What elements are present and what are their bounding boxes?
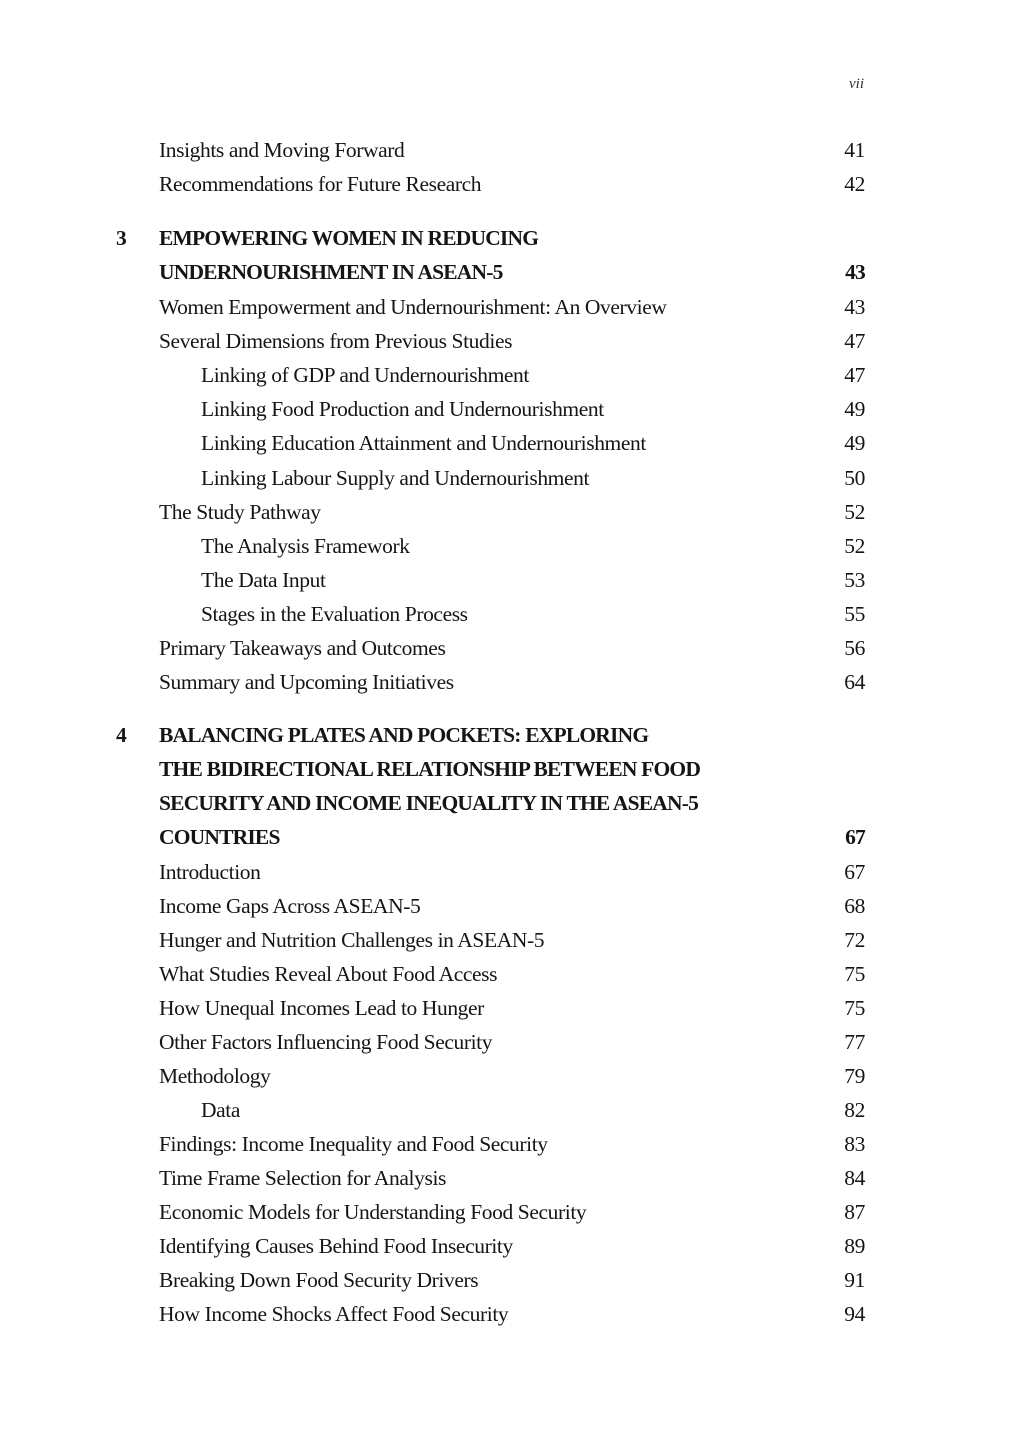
toc-entry[interactable] [159,1127,865,1161]
toc-entry-title: How Unequal Incomes Lead to Hunger [159,996,484,1020]
toc-entry-title: Income Gaps Across ASEAN-5 [159,894,421,918]
toc-entry-page: 53 [844,567,865,592]
toc-entry[interactable] [159,167,865,201]
toc-entry-page: 79 [844,1064,865,1088]
toc-entry-page: 91 [844,1268,865,1292]
toc-entry[interactable] [159,495,865,529]
toc-entry-title: Findings: Income Inequality and Food Security [159,1132,548,1156]
toc-entry[interactable] [159,290,865,324]
toc-entry-page: 87 [844,1200,865,1224]
toc-entry-title: Several Dimensions from Previous Studies [159,329,513,354]
toc-entry-title: Time Frame Selection for Analysis [159,1166,446,1190]
chapter-title-line: EMPOWERING WOMEN IN REDUCING [159,226,539,250]
toc-entry-title: Methodology [159,1064,271,1088]
toc-entry-page: 41 [844,138,865,162]
toc-entry[interactable] [159,1263,865,1297]
toc-entry[interactable] [159,563,865,597]
toc-entry[interactable] [159,1093,865,1127]
chapter-title-line: SECURITY AND INCOME INEQUALITY IN THE ASEAN-5 [159,791,699,815]
toc-entry-title: Economic Models for Understanding Food Security [159,1200,587,1224]
toc-entry[interactable] [159,1025,865,1059]
toc-entry[interactable] [159,529,865,563]
toc-entry-page: 83 [844,1132,865,1156]
toc-entry-title: Breaking Down Food Security Drivers [159,1268,479,1292]
toc-entry-page: 52 [844,499,865,524]
toc-entry[interactable] [159,1161,865,1195]
toc-entry-page: 43 [844,295,865,319]
toc-entry-page: 82 [844,1098,865,1122]
toc-entry-title: Stages in the Evaluation Process [201,601,468,626]
toc-entry[interactable] [159,461,865,495]
toc-entry[interactable] [159,991,865,1025]
toc-entry[interactable] [159,855,865,889]
toc-entry-page: 49 [844,431,865,456]
toc-entry[interactable] [159,426,865,460]
toc-entry-page: 47 [844,363,865,388]
toc-entry-title: Primary Takeaways and Outcomes [159,636,446,660]
toc-entry-title: Other Factors Influencing Food Security [159,1030,493,1054]
toc-entry-page: 72 [844,928,865,952]
toc-entry[interactable] [159,923,865,957]
toc-entry-page: 75 [844,996,865,1020]
toc-entry-title: The Study Pathway [159,499,321,524]
toc-entry-page: 50 [844,465,865,490]
toc-entry[interactable] [159,597,865,631]
toc-entry[interactable] [159,1229,865,1263]
toc-entry-title: Summary and Upcoming Initiatives [159,670,454,695]
toc-entry-title: Identifying Causes Behind Food Insecurity [159,1234,513,1258]
toc-entry[interactable] [159,1297,865,1331]
toc-entry-title: Recommendations for Future Research [159,172,482,196]
toc-entry[interactable] [159,324,865,358]
toc-entry-page: 68 [844,894,865,918]
chapter-title-line: BALANCING PLATES AND POCKETS: EXPLORING [159,723,649,747]
toc-entry-title: Women Empowerment and Undernourishment: An Overview [159,295,667,319]
toc-entry-title: Linking of GDP and Undernourishment [201,363,529,388]
toc-entry[interactable] [159,133,865,167]
toc-entry-title: Linking Education Attainment and Undernourishment [201,431,646,456]
chapter-title-line: THE BIDIRECTIONAL RELATIONSHIP BETWEEN FOOD [159,757,701,781]
toc-entry-title: Insights and Moving Forward [159,138,405,162]
toc-entry-page: 84 [844,1166,865,1190]
toc-entry[interactable] [159,1195,865,1229]
toc-entry-page: 67 [844,860,865,884]
toc-entry-page: 64 [844,670,865,695]
toc-entry-page: 52 [844,533,865,558]
toc-entry-title: Hunger and Nutrition Challenges in ASEAN-5 [159,928,545,952]
toc-entry-title: Data [201,1098,240,1122]
toc-entry-title: Introduction [159,860,261,884]
toc-entry[interactable] [159,665,865,699]
toc-entry-page: 94 [844,1302,865,1326]
toc-entry-title: How Income Shocks Affect Food Security [159,1302,509,1326]
chapter-number: 3 [116,226,126,250]
toc-entry-page: 75 [844,962,865,986]
chapter-title-line: UNDERNOURISHMENT IN ASEAN-5 [159,260,503,284]
toc-entry-title: The Data Input [201,567,326,592]
toc-entry-page: 77 [844,1030,865,1054]
toc-entry[interactable] [159,957,865,991]
toc-entry-page: 42 [844,172,865,196]
chapter-4-heading[interactable] [116,718,865,854]
toc-entry[interactable] [159,358,865,392]
toc-entry-page: 55 [844,601,865,626]
chapter-number: 4 [116,723,126,747]
toc-entry-page: 47 [844,329,865,354]
toc-entry-page: 56 [844,636,865,660]
toc-entry[interactable] [159,631,865,665]
chapter-page: 67 [845,825,865,849]
chapter-title-line: COUNTRIES [159,825,280,849]
toc-entry-page: 49 [844,397,865,422]
toc-entry-title: Linking Food Production and Undernourishment [201,397,604,422]
toc-entry[interactable] [159,392,865,426]
toc-entry[interactable] [159,1059,865,1093]
toc-entry-page: 89 [844,1234,865,1258]
toc-entry-title: The Analysis Framework [201,533,410,558]
page-folio: vii [849,76,864,92]
chapter-page: 43 [845,260,865,284]
toc-entry[interactable] [159,889,865,923]
chapter-3-heading[interactable] [116,221,865,289]
toc-entry-title: What Studies Reveal About Food Access [159,962,498,986]
toc-entry-title: Linking Labour Supply and Undernourishment [201,465,590,490]
